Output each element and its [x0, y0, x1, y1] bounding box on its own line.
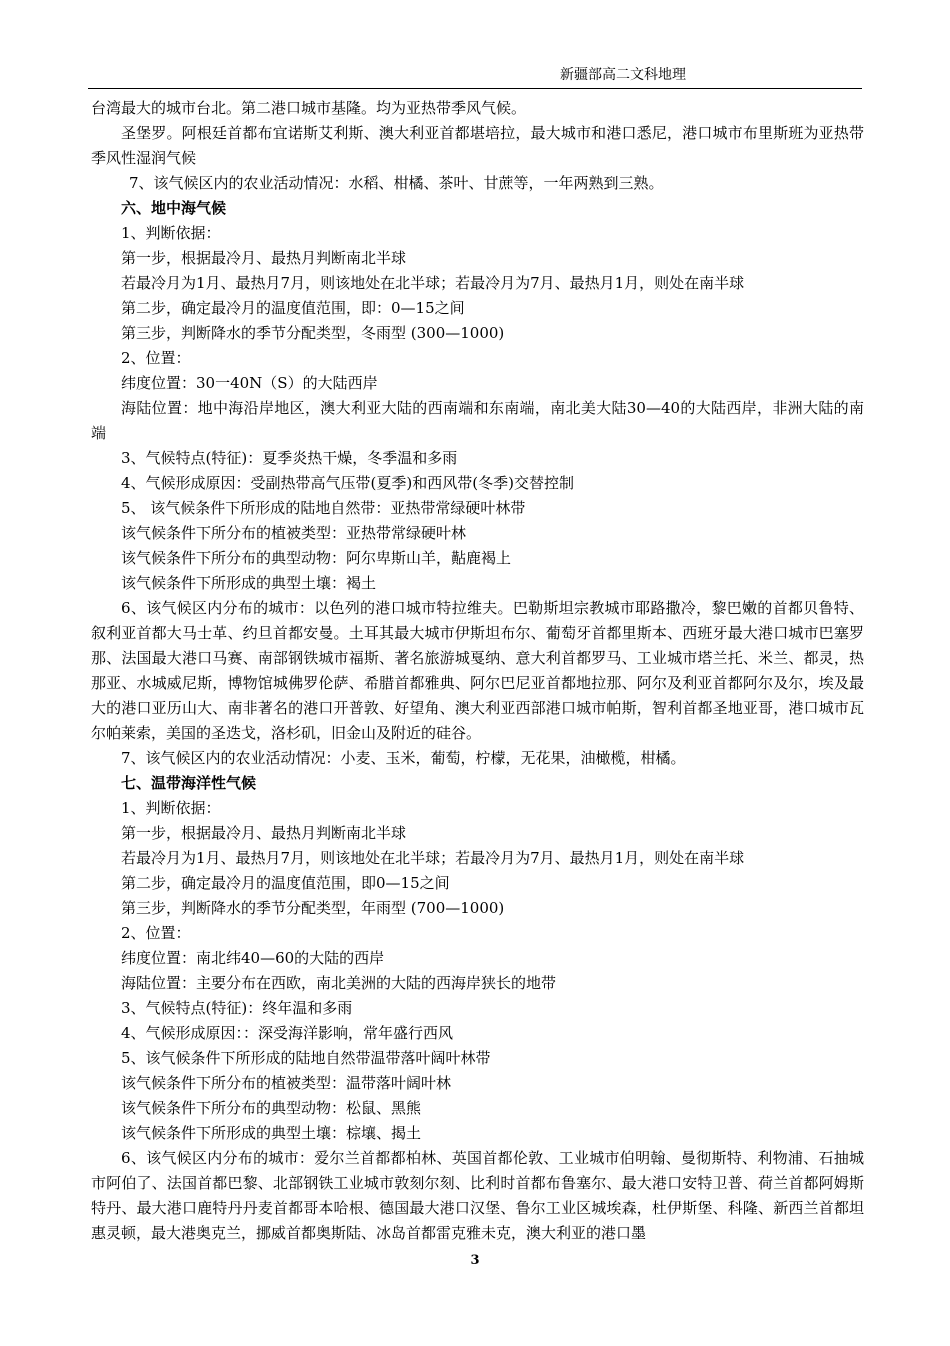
paragraph: 3、气候特点(特征)：夏季炎热干燥，冬季温和多雨 — [121, 449, 458, 467]
paragraph: 第三步，判断降水的季节分配类型，年雨型 (700—1000) — [121, 899, 505, 917]
paragraph: 圣堡罗。阿根廷首都布宜诺斯艾利斯、澳大利亚首都堪培拉，最大城市和港口悉尼，港口城市布里斯班为亚热带季风性湿润气候 — [91, 124, 864, 167]
paragraph: 5、 该气候条件下所形成的陆地自然带：亚热带常绿硬叶林带 — [121, 499, 526, 517]
paragraph: 2、位置： — [121, 349, 191, 367]
paragraph: 第二步，确定最冷月的温度值范围，即0—15之间 — [121, 874, 450, 892]
document-body — [91, 96, 864, 1246]
paragraph: 第二步，确定最冷月的温度值范围，即：0—15之间 — [121, 299, 465, 317]
header-rule — [88, 88, 862, 89]
paragraph: 第一步，根据最冷月、最热月判断南北半球 — [121, 824, 407, 842]
paragraph: 该气候条件下所分布的典型动物：阿尔卑斯山羊，黇鹿褐上 — [121, 549, 512, 567]
paragraph: 7、该气候区内的农业活动情况：小麦、玉米，葡萄，柠檬，无花果，油橄榄，柑橘。 — [121, 749, 686, 767]
paragraph: 第一步，根据最冷月、最热月判断南北半球 — [121, 249, 407, 267]
paragraph: 该气候条件下所分布的典型动物：松鼠、黑熊 — [121, 1099, 422, 1117]
paragraph: 第三步，判断降水的季节分配类型，冬雨型 (300—1000) — [121, 324, 505, 342]
paragraph: 1、判断依据： — [121, 799, 221, 817]
section-heading: 六、地中海气候 — [121, 199, 227, 217]
section-heading: 七、温带海洋性气候 — [121, 774, 257, 792]
paragraph: 若最冷月为1月、最热月7月，则该地处在北半球；若最冷月为7月、最热月1月，则处在南半球 — [121, 274, 745, 292]
paragraph: 该气候条件下所分布的植被类型：温带落叶阔叶林 — [121, 1074, 452, 1092]
paragraph: 海陆位置：主要分布在西欧，南北美洲的大陆的西海岸狭长的地带 — [121, 974, 557, 992]
paragraph: 海陆位置：地中海沿岸地区，澳大利亚大陆的西南端和东南端，南北美大陆30—40的大陆西岸，非洲大陆的南端 — [91, 399, 864, 442]
paragraph: 4、气候形成原因：：深受海洋影响，常年盛行西风 — [121, 1024, 454, 1042]
page-number: 3 — [470, 1253, 480, 1268]
paragraph: 若最冷月为1月、最热月7月，则该地处在北半球；若最冷月为7月、最热月1月，则处在南半球 — [121, 849, 745, 867]
paragraph: 5、该气候条件下所形成的陆地自然带温带落叶阔叶林带 — [121, 1049, 491, 1067]
paragraph: 该气候条件下所形成的典型土壤：棕壤、揭土 — [121, 1124, 422, 1142]
paragraph: 6、该气候区内分布的城市：爱尔兰首都都柏林、英国首都伦敦、工业城市伯明翰、曼彻斯特、利物浦、石抽城市阿伯了、法国首都巴黎、北部钢铁工业城市敦刻尔刻、比利时首都布鲁塞尔、最大港口安特卫普、荷兰首都阿姆斯特丹、最大港口鹿特丹丹麦首都哥本哈根、德国最大港口汉堡、鲁尔工业区城埃森，杜伊斯堡、科隆、新西兰首都坦惠灵顿，最大港奥克兰，挪威首都奥斯陆、冰岛首都雷克雅未克，澳大利亚的港口墨 — [91, 1149, 864, 1242]
paragraph: 该气候条件下所分布的植被类型：亚热带常绿硬叶林 — [121, 524, 467, 542]
paragraph: 4、气候形成原因：受副热带高气压带(夏季)和西风带(冬季)交替控制 — [121, 474, 574, 492]
paragraph: 3、气候特点(特征)：终年温和多雨 — [121, 999, 353, 1017]
paragraph: 台湾最大的城市台北。第二港口城市基隆。均为亚热带季风气候。 — [91, 99, 527, 117]
paragraph: 7、该气候区内的农业活动情况：水稻、柑橘、茶叶、甘蔗等，一年两熟到三熟。 — [129, 174, 664, 192]
paragraph: 该气候条件下所形成的典型土壤：褐土 — [121, 574, 377, 592]
paragraph: 1、判断依据： — [121, 224, 221, 242]
paragraph: 纬度位置：30一40N（S）的大陆西岸 — [121, 374, 378, 392]
paragraph: 2、位置： — [121, 924, 191, 942]
paragraph: 6、该气候区内分布的城市：以色列的港口城市特拉维夫。巴勒斯坦宗教城市耶路撒冷，黎巴嫩的首都贝鲁特、叙利亚首都大马士革、约旦首都安曼。土耳其最大城市伊斯坦布尔、葡萄牙首都里斯本、西班牙最大港口城市巴塞罗那、法国最大港口马赛、南部钢铁城市福斯、著名旅游城戛纳、意大利首都罗马、工业城市塔兰托、米兰、都灵，热那亚、水城威尼斯，博物馆城佛罗伦萨、希腊首都雅典、阿尔巴尼亚首都地拉那、阿尔及利亚首都阿尔及尔，埃及最大的港口亚历山大、南非著名的港口开普敦、好望角、澳大利亚西部港口城市帕斯，智利首都圣地亚哥，港口城市瓦尔帕莱索，美国的圣迭戈，洛杉矶，旧金山及附近的硅谷。 — [91, 599, 864, 742]
page-header: 新疆部高二文科地理 — [560, 67, 686, 83]
paragraph: 纬度位置：南北纬40—60的大陆的西岸 — [121, 949, 385, 967]
